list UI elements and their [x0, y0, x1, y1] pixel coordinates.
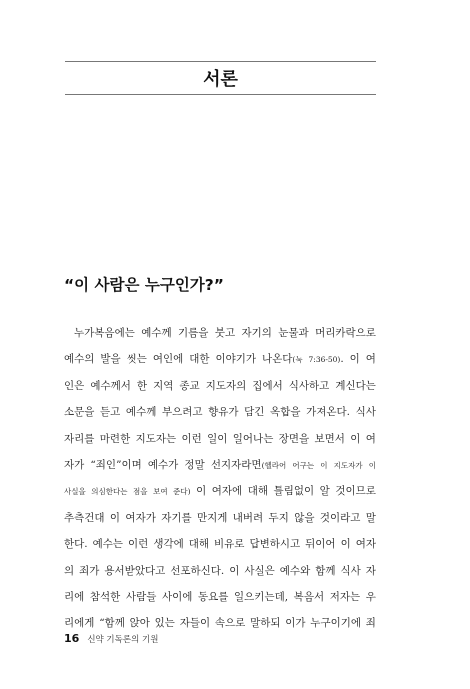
body-word: 여자: [355, 538, 376, 551]
body-word: 뒤이어: [305, 538, 336, 551]
body-word: [292, 452, 314, 478]
page-number: 16: [64, 632, 80, 645]
body-citation: (헬라어: [261, 460, 287, 470]
body-line: [64, 452, 376, 478]
body-word: 듣고: [100, 406, 121, 419]
body-word: 한다.: [64, 538, 88, 551]
body-citation: 의심한다는: [91, 487, 128, 497]
body-citation: (눅: [292, 355, 303, 365]
body-word: 씻는: [126, 353, 147, 366]
body-word: [153, 478, 168, 504]
body-word: 리에게: [64, 617, 95, 630]
body-word: 여자가: [125, 511, 156, 524]
body-word: 자들이: [179, 617, 211, 630]
body-word: 지도자는: [135, 432, 177, 445]
body-word: 우: [365, 590, 376, 603]
body-word: 말: [365, 511, 376, 524]
body-word: “죄인”이며: [90, 458, 142, 471]
body-word: 예수께서: [90, 379, 131, 392]
body-word: 7:36-50).: [308, 353, 344, 366]
body-word: 것이라고: [319, 511, 361, 524]
body-word: 이: [229, 564, 240, 577]
body-word: 자기를: [161, 511, 192, 524]
body-word: 예수가: [147, 458, 179, 471]
body-word: 식사하고: [288, 379, 330, 392]
body-word: 리에: [64, 590, 85, 603]
body-word: 가져온다.: [306, 406, 350, 419]
body-word: 예수와: [279, 564, 311, 577]
body-word: 예수께: [125, 406, 157, 419]
section-heading: “이 사람은 누구인가?”: [64, 276, 224, 294]
body-word: 붓고: [214, 327, 236, 339]
body-word: 이: [109, 511, 121, 524]
body-citation: 이: [368, 460, 376, 470]
body-word: 의: [64, 564, 75, 577]
body-word: 죄가: [79, 564, 100, 577]
body-word: 예수께: [141, 327, 172, 339]
bottom-rule: [65, 94, 376, 95]
body-word: 예수는: [92, 538, 124, 551]
body-line: [64, 531, 376, 557]
body-citation: 이: [320, 460, 328, 470]
body-word: [64, 478, 86, 504]
body-word: 여: [365, 432, 376, 445]
body-word: 자리를: [64, 432, 95, 445]
body-paragraph: [64, 320, 376, 637]
body-word: 앉아: [129, 617, 150, 630]
body-line: [64, 584, 376, 610]
body-word: 여: [365, 353, 376, 366]
body-word: 동요를: [197, 590, 229, 603]
body-line: [64, 346, 376, 372]
body-word: 누가복음에는: [74, 327, 135, 339]
body-line: [64, 505, 376, 531]
body-word: 장면을: [278, 432, 310, 445]
page-footer: [64, 632, 158, 645]
body-word: 복음서: [293, 590, 325, 603]
running-book-title: 신약 기독론의 기원: [87, 635, 159, 645]
body-word: 종교: [179, 379, 200, 392]
body-word: 선지자라면(헬라어: [210, 458, 287, 471]
body-word: 옥합을: [270, 406, 301, 419]
body-word: 저자는: [329, 590, 361, 603]
body-word: 이: [349, 353, 360, 366]
body-word: 여인에: [152, 353, 184, 366]
body-word: 이가: [285, 617, 306, 630]
body-line: [64, 558, 376, 584]
body-word: [334, 452, 363, 478]
body-word: 머리카락으로: [315, 327, 376, 339]
body-citation: 어구는: [292, 460, 315, 470]
body-word: 이: [350, 432, 361, 445]
body-word: 나온다(눅: [261, 353, 303, 366]
body-word: 사실은: [244, 564, 275, 577]
body-word: 예수의: [64, 353, 95, 366]
body-line: [64, 320, 376, 346]
body-word: 것이므로: [335, 485, 376, 498]
body-word: 소문을: [64, 406, 95, 419]
body-citation: 준다): [173, 487, 191, 497]
body-word: 사람들: [125, 590, 157, 603]
body-word: 알: [319, 485, 330, 498]
body-line: [64, 373, 376, 399]
body-word: 기름을: [178, 327, 209, 339]
body-citation: 7:36-50): [308, 355, 341, 365]
body-word: 이런: [128, 538, 149, 551]
body-word: 자: [365, 564, 376, 577]
body-word: 참석한: [89, 590, 121, 603]
body-word: 있는: [154, 617, 175, 630]
body-word: 지도자의: [205, 379, 247, 392]
body-word: 한: [136, 379, 148, 392]
body-line: [64, 426, 376, 452]
body-word: “함께: [99, 617, 125, 630]
body-word: [91, 478, 127, 504]
body-line: [64, 399, 376, 425]
body-word: [173, 478, 190, 504]
body-word: 지역: [153, 379, 174, 392]
body-word: 선포하신다.: [170, 564, 225, 577]
body-word: [369, 452, 376, 478]
body-word: 향유가: [208, 406, 239, 419]
body-word: 답변하시고: [249, 538, 301, 551]
body-word: 함께: [315, 564, 336, 577]
body-word: 마련한: [99, 432, 131, 445]
body-word: 담긴: [244, 406, 265, 419]
body-citation: 점을: [133, 487, 148, 497]
body-word: 일이: [207, 432, 228, 445]
body-word: 틀림없이: [273, 485, 315, 498]
body-word: 집에서: [252, 379, 283, 392]
body-word: 여자에: [211, 485, 243, 498]
body-word: 보면서: [314, 432, 345, 445]
body-word: 부으려고: [161, 406, 203, 419]
body-word: 계신다는: [335, 379, 376, 392]
body-word: 자기의: [241, 327, 272, 339]
body-word: 두지: [268, 511, 289, 524]
body-word: [320, 452, 327, 478]
body-word: 이런: [181, 432, 202, 445]
body-citation: 보여: [153, 487, 168, 497]
body-word: 생각에: [153, 538, 184, 551]
body-word: 사이에: [161, 590, 193, 603]
body-word: 인은: [64, 379, 85, 392]
body-word: 이야기가: [215, 353, 257, 366]
body-word: 일으키는데,: [234, 590, 289, 603]
body-word: 대해: [188, 538, 210, 551]
body-word: 눈물과: [278, 327, 309, 339]
body-citation: 사실을: [64, 487, 86, 497]
body-word: 이: [340, 538, 351, 551]
body-line: [64, 478, 376, 504]
body-word: 추측건대: [64, 511, 105, 524]
body-citation: 지도자가: [333, 460, 363, 470]
body-word: 일어나는: [232, 432, 274, 445]
body-word: 만지게: [196, 511, 228, 524]
body-word: 죄: [365, 617, 376, 630]
body-word: 말하되: [250, 617, 281, 630]
body-word: 발을: [100, 353, 121, 366]
body-word: 대한: [189, 353, 210, 366]
body-word: 대해: [247, 485, 269, 498]
body-word: 속으로: [214, 617, 246, 630]
body-word: 용서받았다고: [104, 564, 166, 577]
body-word: 내버려: [232, 511, 264, 524]
body-word: 식사: [340, 564, 361, 577]
body-word: 누구이기에: [310, 617, 362, 630]
body-word: [133, 478, 148, 504]
body-word: 비유로: [214, 538, 245, 551]
body-word: 식사: [355, 406, 376, 419]
body-word: 자가: [64, 458, 85, 471]
body-word: 않을: [294, 511, 315, 524]
body-word: 이: [196, 485, 207, 498]
body-word: 정말: [184, 458, 205, 471]
chapter-title: 서론: [203, 69, 238, 90]
